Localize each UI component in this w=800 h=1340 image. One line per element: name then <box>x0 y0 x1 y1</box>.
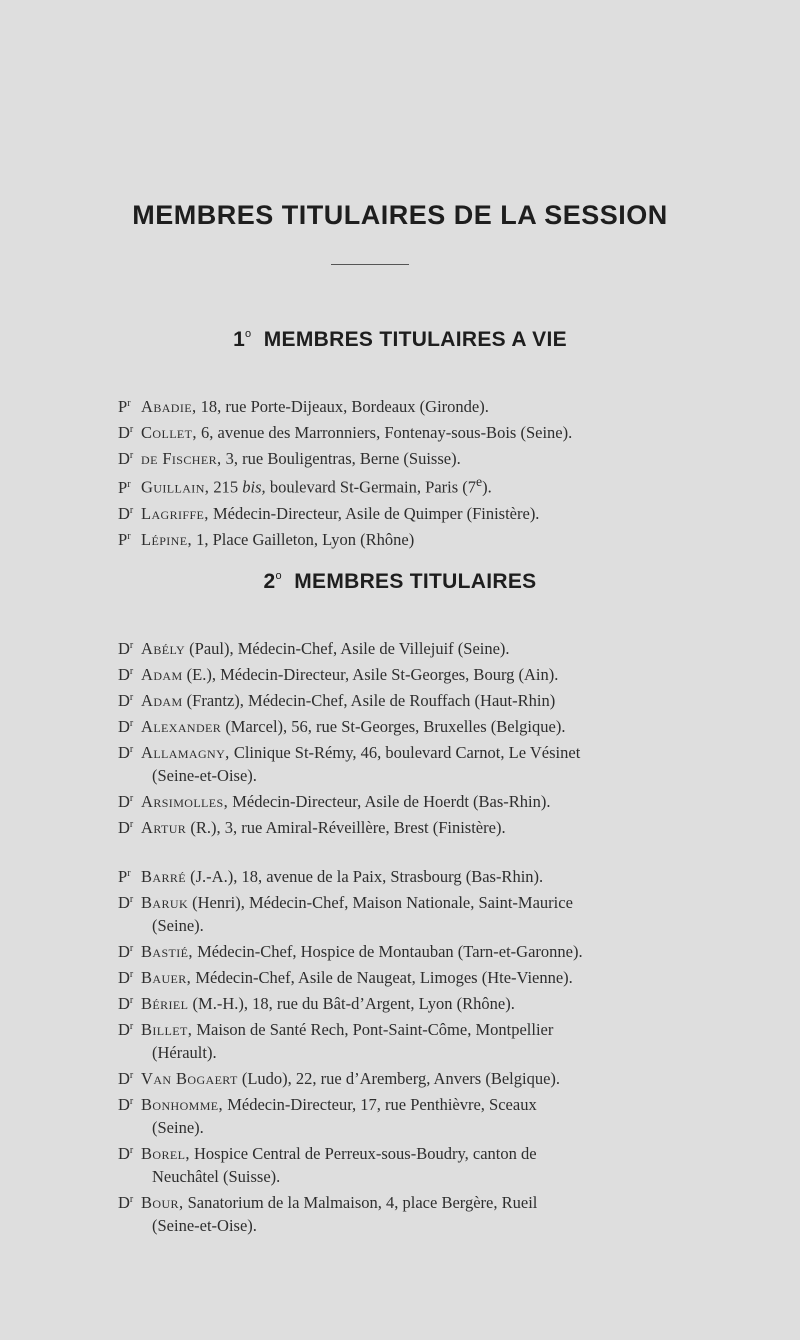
entry-text: (Paul), Médecin-Chef, Asile de Villejuif (Seine). <box>189 639 510 658</box>
entry-line <box>118 1064 688 1090</box>
member-name: Bériel <box>141 994 189 1013</box>
section-1-number: 1 <box>233 328 246 351</box>
title-suffix: r <box>129 995 134 1006</box>
entry-text-prefix: 215 <box>213 477 239 497</box>
list-item <box>108 937 688 963</box>
member-name: Guillain, <box>141 477 210 497</box>
entry-line <box>118 963 688 989</box>
member-name: Barré <box>141 867 187 886</box>
list-item <box>108 470 688 499</box>
member-name: Adam <box>141 665 183 684</box>
list-item <box>108 1188 688 1237</box>
entry-line <box>118 499 688 525</box>
member-name: Bastié, <box>141 942 193 961</box>
entry-text: Médecin-Chef, Asile de Naugeat, Limoges (Hte-Vienne). <box>195 968 573 987</box>
entry-line <box>118 787 688 813</box>
title-suffix: r <box>129 969 134 980</box>
title-abbr: $D^r$ <box>118 665 134 684</box>
entry-line <box>118 660 688 686</box>
title-suffix: r <box>129 1145 134 1156</box>
list-item <box>108 499 688 525</box>
title-suffix: r <box>129 692 134 703</box>
entry-text: (Ludo), 22, rue d’Aremberg, Anvers (Belgique). <box>241 1069 561 1088</box>
section-1-title <box>40 328 760 352</box>
section-1-label: MEMBRES TITULAIRES A VIE <box>263 328 567 351</box>
list-item <box>108 634 688 660</box>
entry-text: Médecin-Directeur, 17, rue Penthièvre, Sceaux <box>227 1095 537 1114</box>
member-name: Alexander <box>141 717 222 736</box>
title-abbr: $D^r$ <box>118 639 134 658</box>
title-suffix: r <box>129 718 134 729</box>
list-item <box>108 813 688 839</box>
section-2-title <box>40 570 760 594</box>
title-abbr: $D^r$ <box>118 1193 134 1212</box>
entry-continuation: (Seine). <box>152 916 204 935</box>
entry-line <box>118 392 688 418</box>
member-name: Adam <box>141 691 183 710</box>
entry-text: Sanatorium de la Malmaison, 4, place Bergère, Rueil <box>187 1193 538 1212</box>
title-divider <box>331 264 409 265</box>
title-abbr: $D^r$ <box>118 743 134 762</box>
title-abbr: $D^r$ <box>118 717 134 736</box>
entry-text: Médecin-Directeur, Asile de Quimper (Finistère). <box>212 503 540 523</box>
member-name: Abély <box>141 639 186 658</box>
entry-line <box>118 1188 688 1214</box>
title-abbr: $D^r$ <box>118 1095 134 1114</box>
entry-line <box>118 862 688 888</box>
entry-line <box>118 418 688 444</box>
list-item <box>108 989 688 1015</box>
list-item <box>108 738 688 787</box>
list-item <box>108 888 688 937</box>
entry-text: 1, Place Gailleton, Lyon (Rhône) <box>196 529 415 549</box>
title-suffix: r <box>127 478 131 490</box>
list-item <box>108 686 688 712</box>
entry-text: (Henri), Médecin-Chef, Maison Nationale, Saint-Maurice <box>192 893 573 912</box>
title-suffix: r <box>129 744 134 755</box>
entry-text: (M.-H.), 18, rue du Bât-d’Argent, Lyon (Rhône). <box>192 994 515 1013</box>
list-item <box>108 963 688 989</box>
entry-continuation: (Hérault). <box>152 1043 217 1062</box>
title-suffix: r <box>129 504 134 516</box>
title-suffix: r <box>127 398 131 409</box>
list-item <box>108 787 688 813</box>
entry-text: boulevard St-Germain, Paris (7 <box>269 477 477 497</box>
section-2-label: MEMBRES TITULAIRES <box>294 570 537 593</box>
section-2-degree: o <box>275 570 282 582</box>
title-suffix: r <box>127 868 131 879</box>
title-suffix: r <box>127 530 131 542</box>
list-item <box>108 1139 688 1188</box>
entry-text: Médecin-Directeur, Asile de Hoerdt (Bas-Rhin). <box>232 792 551 811</box>
title-suffix: r <box>129 640 134 651</box>
main-title: MEMBRES TITULAIRES DE LA SESSION <box>132 200 668 230</box>
title-suffix: r <box>129 424 134 435</box>
section-1-list <box>108 392 688 551</box>
member-name: Allamagny, <box>141 743 230 762</box>
title-abbr: $D^r$ <box>118 1020 134 1039</box>
title-suffix: r <box>129 666 134 677</box>
entry-line <box>118 634 688 660</box>
member-name: Billet, <box>141 1020 193 1039</box>
member-name: Bour, <box>141 1193 184 1212</box>
member-name: de Fischer, <box>141 449 222 468</box>
member-name: Bonhomme, <box>141 1095 224 1114</box>
entry-line <box>118 1015 688 1041</box>
title-abbr: $P^r$ <box>118 867 131 886</box>
entry-line <box>118 738 688 764</box>
entry-line <box>118 937 688 963</box>
title-suffix: r <box>129 1070 134 1081</box>
list-item <box>108 444 688 470</box>
title-abbr: $D^r$ <box>118 1144 134 1163</box>
title-abbr: $P^r$ <box>118 477 131 497</box>
list-item <box>108 660 688 686</box>
title-abbr: $D^r$ <box>118 449 134 468</box>
member-name: Bauer, <box>141 968 192 987</box>
entry-text: (Marcel), 56, rue St-Georges, Bruxelles (Belgique). <box>225 717 566 736</box>
entry-continuation: (Seine-et-Oise). <box>152 766 257 785</box>
entry-line <box>118 444 688 470</box>
title-abbr: $D^r$ <box>118 994 134 1013</box>
entry-text: (J.-A.), 18, avenue de la Paix, Strasbourg (Bas-Rhin). <box>190 867 544 886</box>
entry-text: 18, rue Porte-Dijeaux, Bordeaux (Gironde). <box>200 397 489 416</box>
entry-text-suffix: ). <box>482 477 492 497</box>
entry-sup: e <box>476 474 483 489</box>
member-name: Collet, <box>141 423 197 442</box>
entry-text: Hospice Central de Perreux-sous-Boudry, canton de <box>194 1144 537 1163</box>
entry-italic: bis, <box>242 477 266 497</box>
entry-line <box>118 470 688 499</box>
list-item <box>108 1064 688 1090</box>
entry-text: Clinique St-Rémy, 46, boulevard Carnot, Le Vésinet <box>233 743 581 762</box>
list-item <box>108 525 688 551</box>
entry-line <box>118 813 688 839</box>
title-abbr: $D^r$ <box>118 893 134 912</box>
member-name: Arsimolles, <box>141 792 229 811</box>
section-1-degree: o <box>245 328 252 340</box>
list-item <box>108 1090 688 1139</box>
entry-line <box>118 712 688 738</box>
entry-text: (Frantz), Médecin-Chef, Asile de Rouffach (Haut-Rhin) <box>186 691 556 710</box>
entry-text: Maison de Santé Rech, Pont-Saint-Côme, Montpellier <box>196 1020 554 1039</box>
title-abbr: $D^r$ <box>118 423 134 442</box>
member-name: Lagriffe, <box>141 503 209 523</box>
member-name: Artur <box>141 818 187 837</box>
member-name: Baruk <box>141 893 189 912</box>
list-item <box>108 712 688 738</box>
entry-text: 6, avenue des Marronniers, Fontenay-sous-Bois (Seine). <box>201 423 573 442</box>
title-abbr: $D^r$ <box>118 818 134 837</box>
title-abbr: $P^r$ <box>118 397 131 416</box>
title-abbr: $D^r$ <box>118 1069 134 1088</box>
entry-text: 3, rue Bouligentras, Berne (Suisse). <box>225 449 461 468</box>
entry-continuation: (Seine-et-Oise). <box>152 1216 257 1235</box>
member-name: Lépine, <box>141 529 192 549</box>
entry-text: Médecin-Chef, Hospice de Montauban (Tarn-et-Garonne). <box>197 942 583 961</box>
entry-line <box>118 525 688 551</box>
title-abbr: $P^r$ <box>118 529 131 549</box>
title-abbr: $D^r$ <box>118 968 134 987</box>
title-suffix: r <box>129 943 134 954</box>
entry-line <box>118 686 688 712</box>
list-item <box>108 1015 688 1064</box>
section-2-number: 2 <box>263 570 276 593</box>
list-item <box>108 862 688 888</box>
entry-text: (R.), 3, rue Amiral-Réveillère, Brest (Finistère). <box>190 818 506 837</box>
member-name: Abadie, <box>141 397 197 416</box>
list-item <box>108 392 688 418</box>
entry-line <box>118 888 688 914</box>
entry-line <box>118 1139 688 1165</box>
entry-text: (E.), Médecin-Directeur, Asile St-Georges, Bourg (Ain). <box>186 665 559 684</box>
title-suffix: r <box>129 793 134 804</box>
title-suffix: r <box>129 1021 134 1032</box>
title-abbr: $D^r$ <box>118 503 134 523</box>
entry-line <box>118 1090 688 1116</box>
entry-line <box>118 989 688 1015</box>
title-suffix: r <box>129 819 134 830</box>
title-suffix: r <box>129 894 134 905</box>
title-abbr: $D^r$ <box>118 792 134 811</box>
member-name: Borel, <box>141 1144 190 1163</box>
entry-continuation: Neuchâtel (Suisse). <box>152 1167 281 1186</box>
title-suffix: r <box>129 450 134 461</box>
member-name: Van Bogaert <box>141 1069 238 1088</box>
title-abbr: $D^r$ <box>118 691 134 710</box>
title-suffix: r <box>129 1096 134 1107</box>
title-abbr: $D^r$ <box>118 942 134 961</box>
title-suffix: r <box>129 1194 134 1205</box>
section-2-list <box>108 634 688 1237</box>
entry-continuation: (Seine). <box>152 1118 204 1137</box>
list-item <box>108 418 688 444</box>
